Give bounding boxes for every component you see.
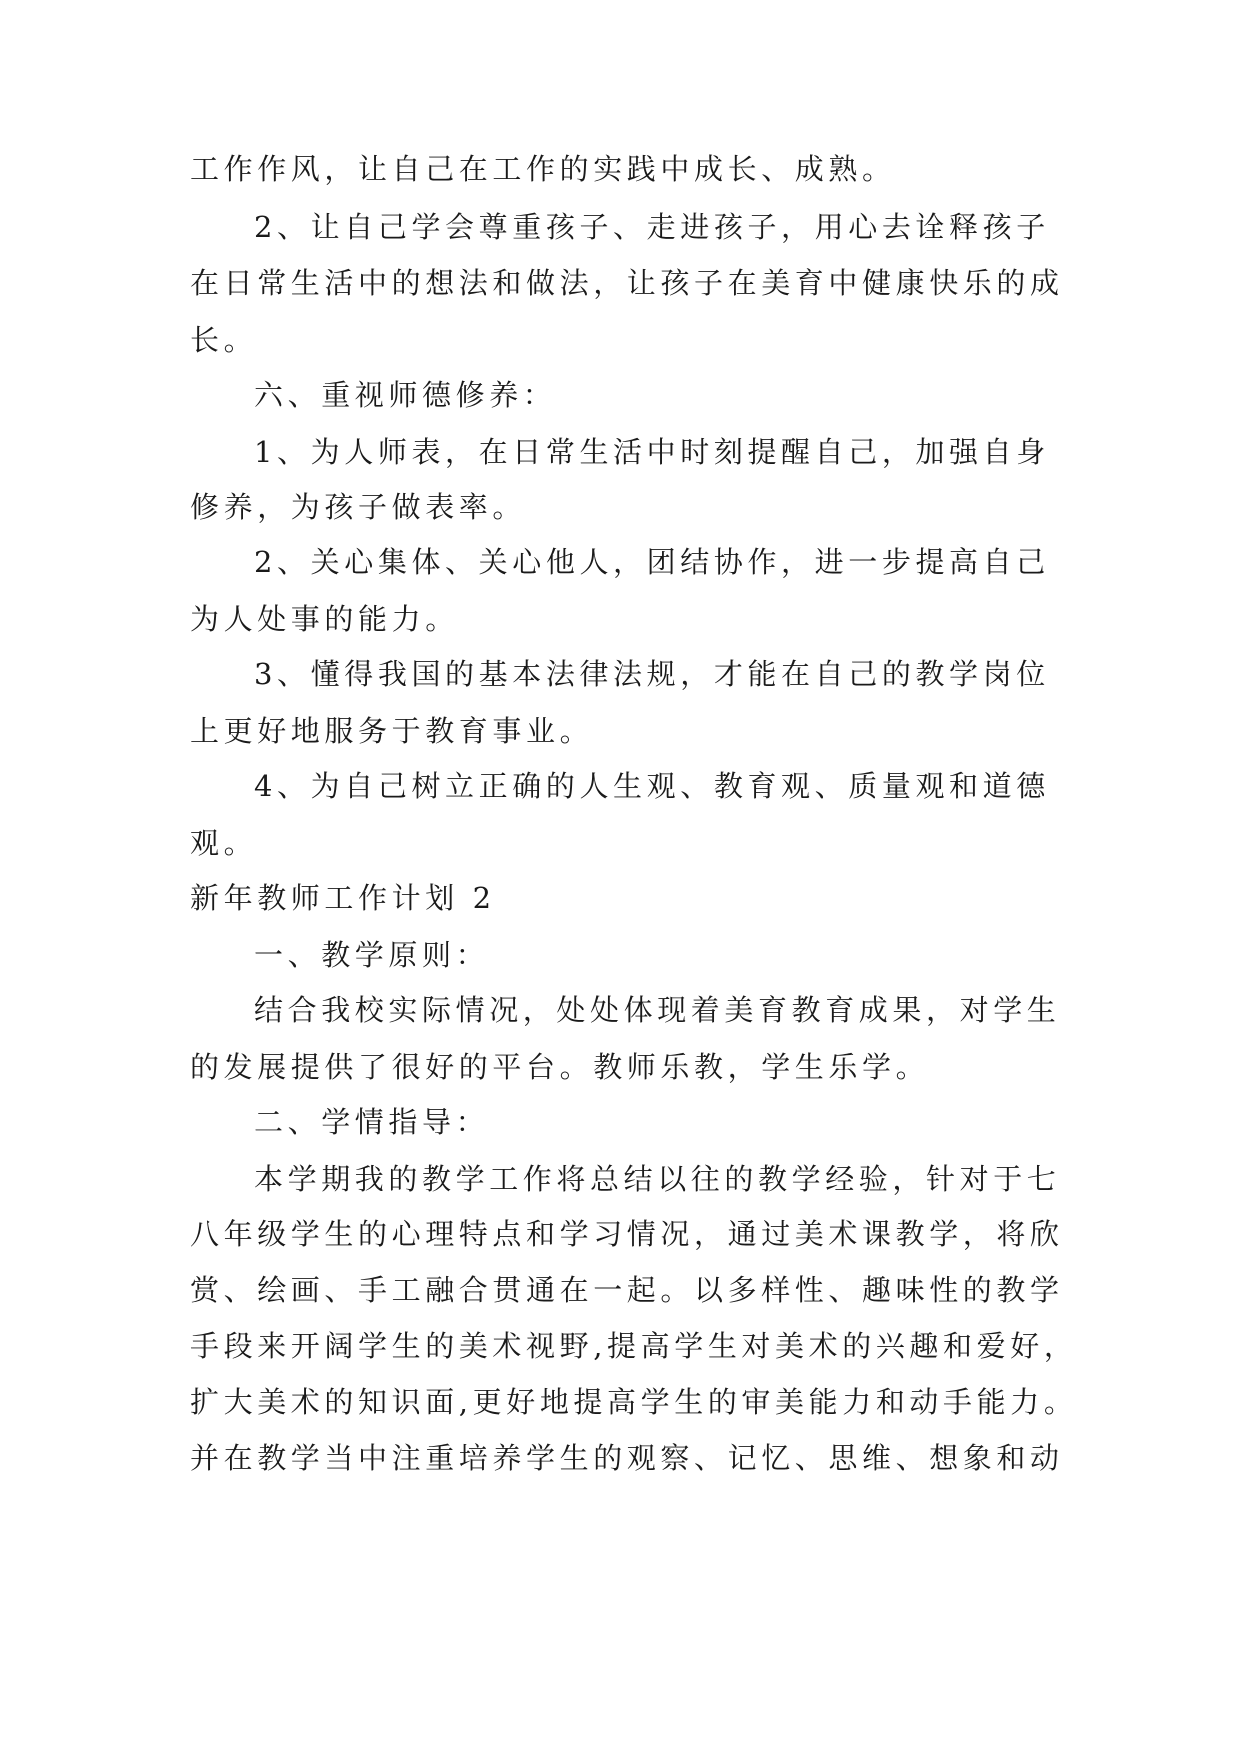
section-heading: 六、重视师德修养： [254,378,557,412]
text-line: 本学期我的教学工作将总结以往的教学经验，针对于七 [254,1162,1061,1196]
text-line: 在日常生活中的想法和做法，让孩子在美育中健康快乐的成 [190,266,1064,300]
text-line: 1、为人师表，在日常生活中时刻提醒自己，加强自身 [254,435,1050,469]
text-line: 结合我校实际情况，处处体现着美育教育成果，对学生 [254,993,1061,1027]
text-line: 的发展提供了很好的平台。教师乐教，学生乐学。 [190,1050,930,1084]
text-line: 3、懂得我国的基本法律法规，才能在自己的教学岗位 [254,657,1050,691]
section-heading: 二、学情指导： [254,1105,490,1139]
text-line: 手段来开阔学生的美术视野,提高学生对美术的兴趣和爱好， [190,1329,1078,1363]
text-line: 4、为自己树立正确的人生观、教育观、质量观和道德 [254,769,1050,803]
text-line: 八年级学生的心理特点和学习情况，通过美术课教学，将欣 [190,1217,1064,1251]
document-title: 新年教师工作计划 2 [190,881,496,915]
text-line: 2、让自己学会尊重孩子、走进孩子，用心去诠释孩子 [254,210,1050,244]
text-line: 上更好地服务于教育事业。 [190,714,594,748]
text-line: 并在教学当中注重培养学生的观察、记忆、思维、想象和动 [190,1441,1064,1475]
text-line: 赏、绘画、手工融合贯通在一起。以多样性、趣味性的教学 [190,1273,1064,1307]
text-line: 2、关心集体、关心他人，团结协作，进一步提高自己 [254,545,1050,579]
text-line: 工作作风，让自己在工作的实践中成长、成熟。 [190,152,896,186]
text-line: 观。 [190,826,258,860]
text-line: 长。 [190,323,258,357]
section-heading: 一、教学原则： [254,938,490,972]
text-line: 扩大美术的知识面,更好地提高学生的审美能力和动手能力。 [190,1385,1078,1419]
text-line: 为人处事的能力。 [190,602,459,636]
text-line: 修养，为孩子做表率。 [190,490,527,524]
